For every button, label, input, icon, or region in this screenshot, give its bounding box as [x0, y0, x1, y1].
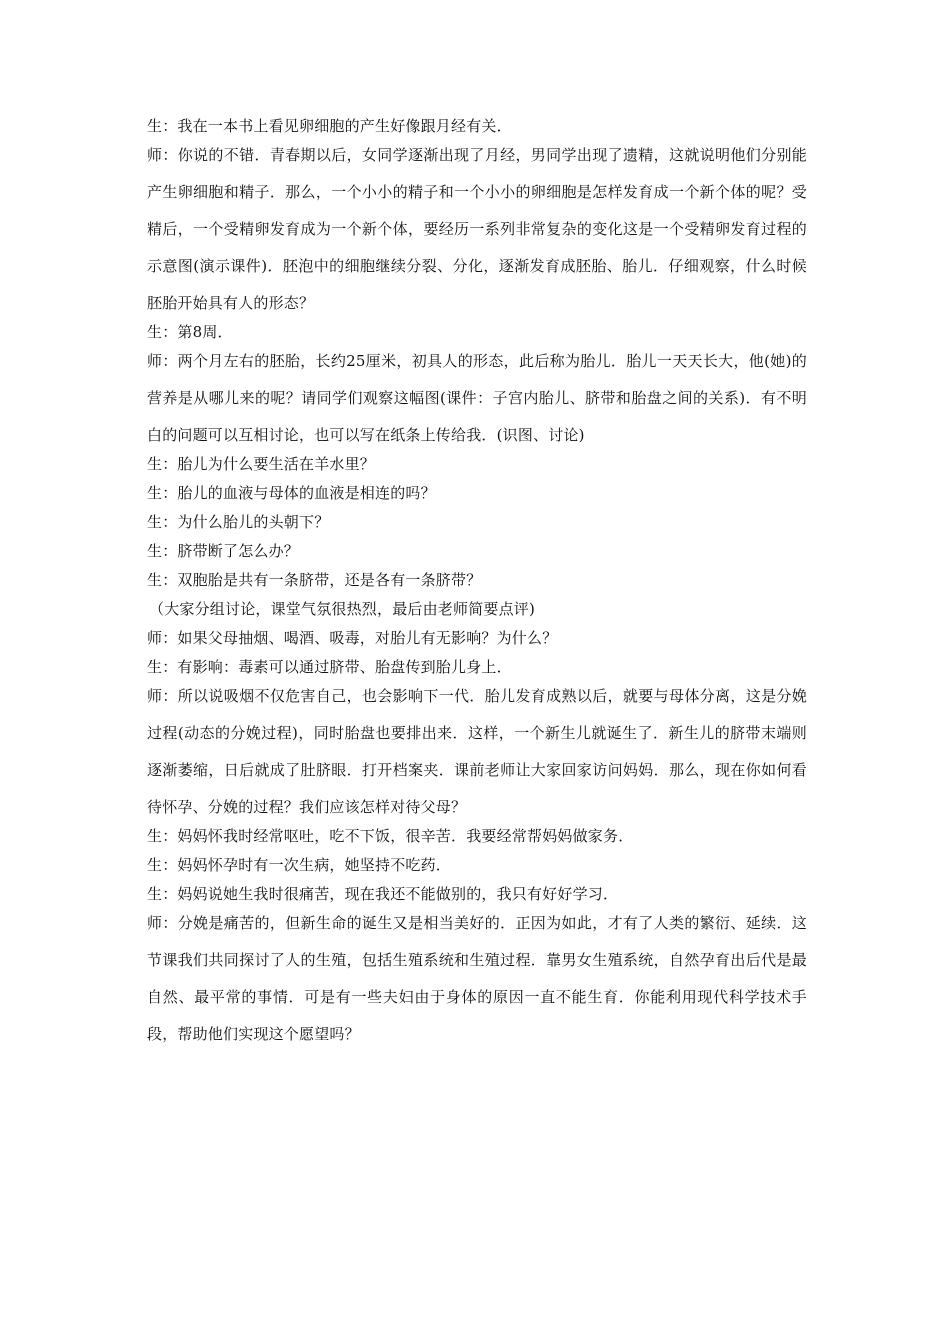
dialogue-line: 师：两个月左右的胚胎，长约25厘米，初具人的形态，此后称为胎儿．胎儿一天天长大，他(她)的营养是从哪儿来的呢？请同学们观察这幅图(课件：子宫内胎儿、脐带和胎盘之间的关系)．有不明白的问题可以互相讨论，也可以写在纸条上传给我．(识图、讨论)	[147, 352, 807, 444]
lesson-transcript	[147, 112, 807, 1049]
dialogue-line: 师：如果父母抽烟、喝酒、吸毒，对胎儿有无影响？为什么？	[147, 629, 558, 647]
dialogue-line: 生：胎儿为什么要生活在羊水里？	[147, 455, 376, 473]
dialogue-line: 生：妈妈怀我时经常呕吐，吃不下饭，很辛苦．我要经常帮妈妈做家务．	[147, 827, 634, 845]
dialogue-line: 生：我在一本书上看见卵细胞的产生好像跟月经有关．	[147, 117, 512, 135]
dialogue-line: 生：妈妈怀孕时有一次生病，她坚持不吃药．	[147, 856, 452, 874]
dialogue-line: 生：胎儿的血液与母体的血液是相连的吗？	[147, 484, 436, 502]
dialogue-line: 师：你说的不错．青春期以后，女同学逐渐出现了月经，男同学出现了遗精，这就说明他们分别能产生卵细胞和精子．那么，一个小小的精子和一个小小的卵细胞是怎样发育成一个新个体的呢？受精后，一个受精卵发育成为一个新个体，要经历一系列非常复杂的变化这是一个受精卵发育过程的示意图(演示课件)．胚泡中的细胞继续分裂、分化，逐渐发育成胚胎、胎儿．仔细观察，什么时候胚胎开始具有人的形态？	[147, 146, 807, 312]
dialogue-line: 生：有影响：毒素可以通过脐带、胎盘传到胎儿身上．	[147, 658, 512, 676]
dialogue-line: 生：脐带断了怎么办？	[147, 542, 300, 560]
dialogue-line: 师：分娩是痛苦的，但新生命的诞生又是相当美好的．正因为如此，才有了人类的繁衍、延续．这节课我们共同探讨了人的生殖，包括生殖系统和生殖过程．靠男女生殖系统，自然孕育出后代是最自然、最平常的事情．可是有一些夫妇由于身体的原因一直不能生育．你能利用现代科学技术手段，帮助他们实现这个愿望吗？	[147, 914, 807, 1043]
dialogue-line: 师：所以说吸烟不仅危害自己，也会影响下一代．胎儿发育成熟以后，就要与母体分离，这是分娩过程(动态的分娩过程)，同时胎盘也要排出来．这样，一个新生儿就诞生了．新生儿的脐带末端则逐渐萎缩，日后就成了肚脐眼．打开档案夹．课前老师让大家回家访问妈妈．那么，现在你如何看待怀孕、分娩的过程？我们应该怎样对待父母？	[147, 687, 807, 816]
dialogue-line: 生：妈妈说她生我时很痛苦，现在我还不能做别的，我只有好好学习．	[147, 885, 619, 903]
dialogue-line: 生：双胞胎是共有一条脐带，还是各有一条脐带？	[147, 571, 482, 589]
dialogue-line: 生：第8周．	[147, 323, 233, 341]
dialogue-line: 生：为什么胎儿的头朝下？	[147, 513, 330, 531]
stage-note: （大家分组讨论，课堂气氛很热烈，最后由老师简要点评)	[149, 600, 536, 618]
